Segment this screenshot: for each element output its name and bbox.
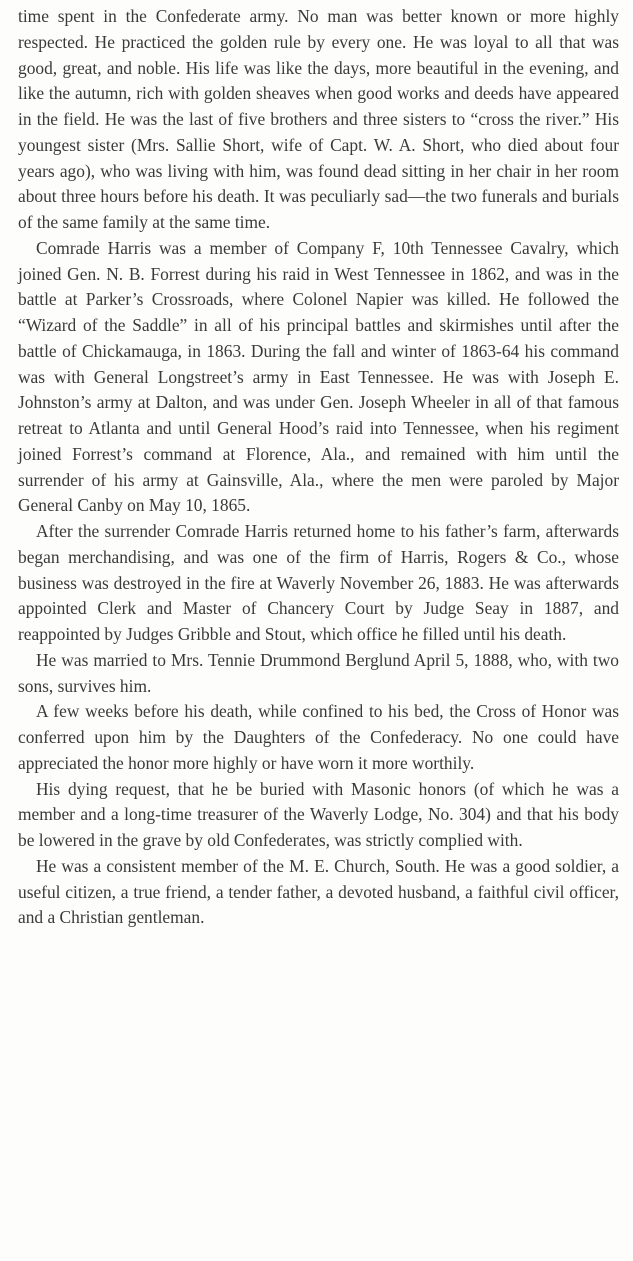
paragraph-church-member: He was a consistent member of the M. E. Church, South. He was a good soldier, a useful citizen, a true friend, a tender father, a devoted husband, a faithful civil officer, and a Christian gentleman. [18,855,619,928]
paragraph-continuation: time spent in the Confederate army. No man was better known or more highly respected. He practiced the golden rule by every one. He was loyal to all that was good, great, and noble. His life was like the days, more beautiful in the evening, and like the autumn, rich with golden sheaves when good works and deeds have appeared in the field. He was the last of five brothers and three sisters to “cross the river.” His youngest sister (Mrs. Sallie Short, wife of Capt. W. A. Short, who died about four years ago), who was living with him, was found dead sitting in her chair in her room about three hours before his death. It was peculiarly sad—the two funerals and burials of the same family at the same time. [18,6,619,232]
paragraph-dying-request: His dying request, that he be buried with Masonic honors (of which he was a member and a long-time treasurer of the Waverly Lodge, No. 304) and that his body be lowered in the grave by old Confederates, was strictly complied with. [18,778,619,850]
paragraph-military-service: Comrade Harris was a member of Company F, 10th Tennessee Cavalry, which joined Gen. N. B. Forrest during his raid in West Tennessee in 1862, and was in the battle at Parker’s Crossroads, where Colonel Napier was killed. He followed the “Wizard of the Saddle” in all of his principal battles and skirmishes until after the battle of Chickamauga, in 1863. During the fall and winter of 1863-64 his command was with General Longstreet’s army in East Tennessee. He was with Joseph E. Johnston’s army at Dalton, and was under Gen. Joseph Wheeler in all of that famous retreat to Atlanta and until General Hood’s raid into Tennessee, when his regiment joined Forrest’s command at Florence, Ala., and remained with him until the surrender of his army at Gainsville, Ala., where the men were paroled by Major General Canby on May 10, 1865. [18,237,619,516]
paragraph-marriage: He was married to Mrs. Tennie Drummond Berglund April 5, 1888, who, with two sons, survives him. [18,649,619,696]
paragraph-after-war: After the surrender Comrade Harris returned home to his father’s farm, afterwards began merchandising, and was one of the firm of Harris, Rogers & Co., whose business was destroyed in the fire at Waverly November 26, 1883. He was afterwards appointed Clerk and Master of Chancery Court by Judge Seay in 1887, and reappointed by Judges Gribble and Stout, which office he filled until his death. [18,521,619,644]
document-page [18,4,619,931]
paragraph-cross-of-honor: A few weeks before his death, while confined to his bed, the Cross of Honor was conferred upon him by the Daughters of the Confederacy. No one could have appreciated the honor more highly or have worn it more worthily. [18,701,619,773]
